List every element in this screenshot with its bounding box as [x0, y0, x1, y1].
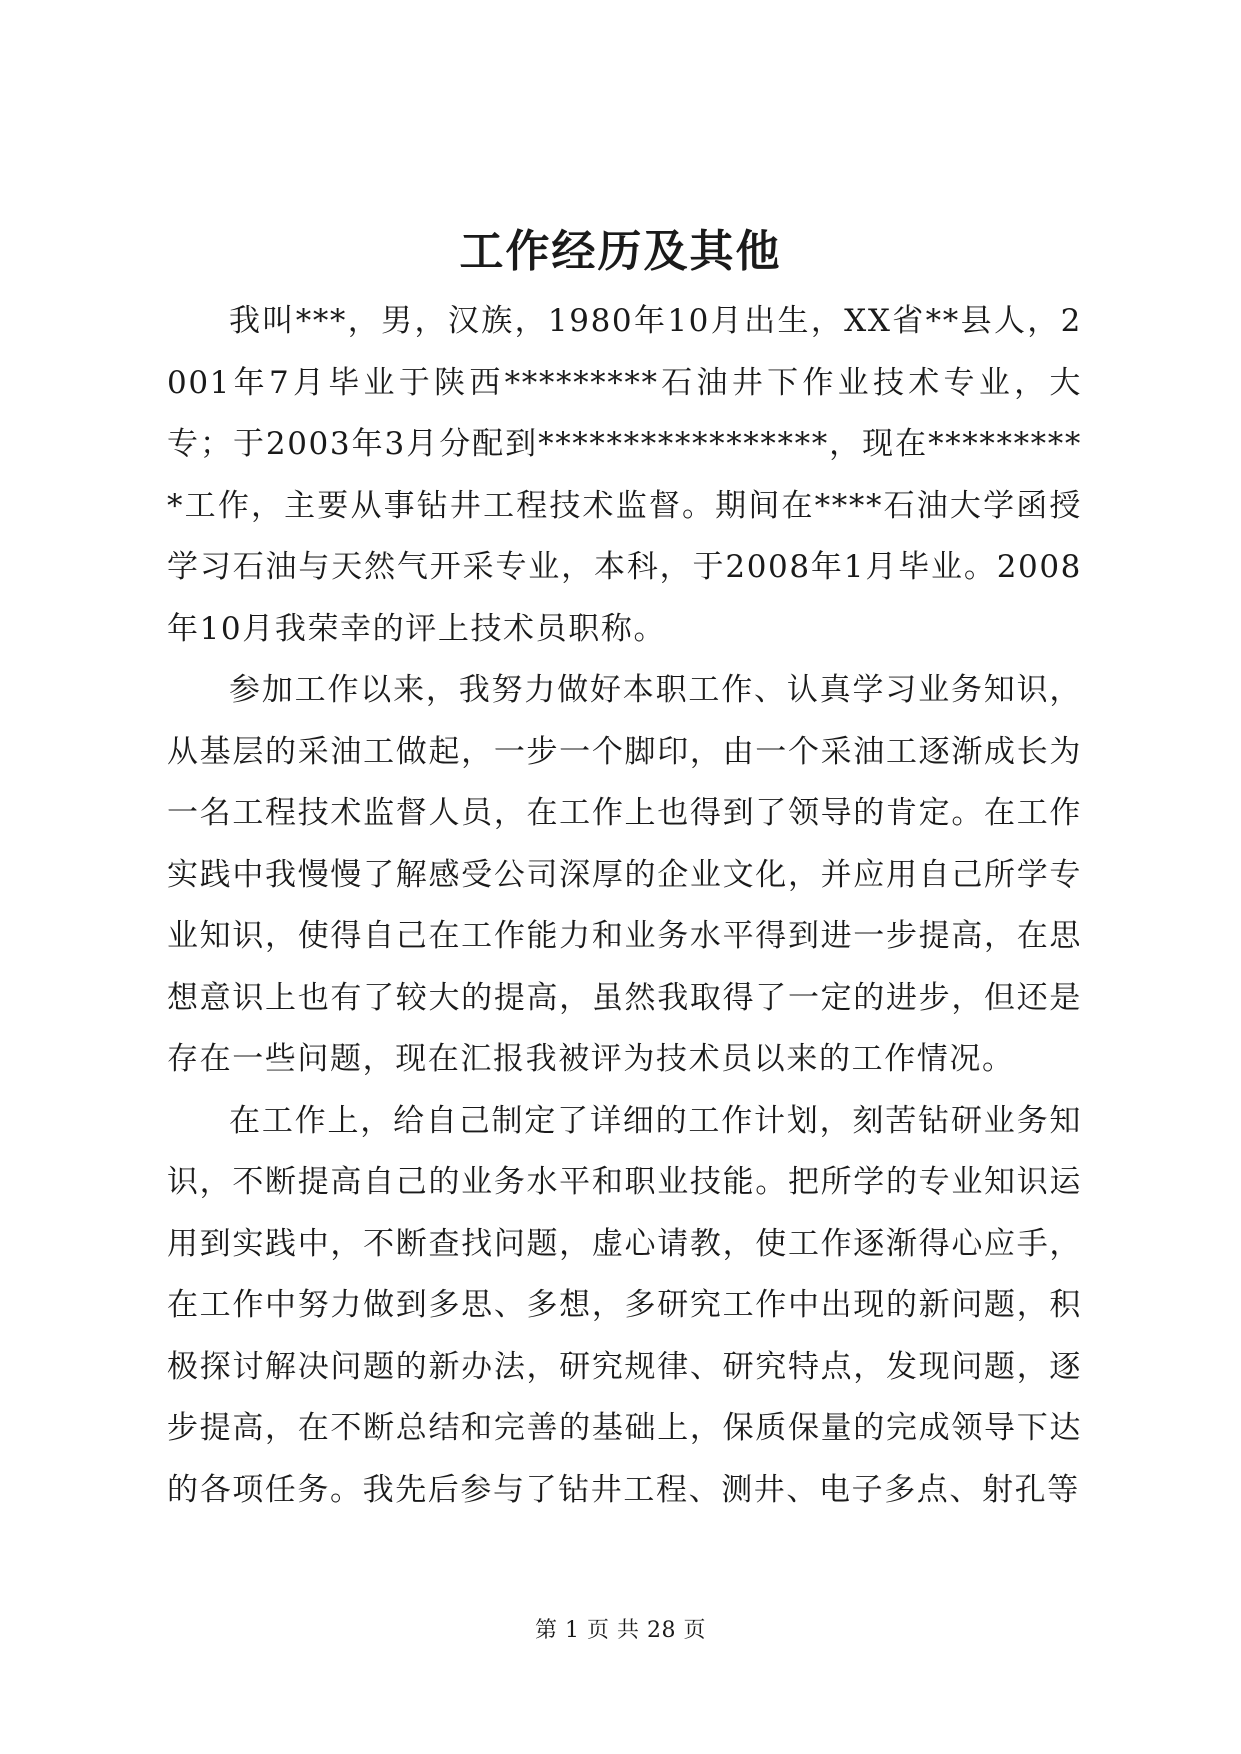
paragraph-personal-info: 我叫***，男，汉族，1980年10月出生，XX省**县人，2001年7月毕业于陕西*********石油井下作业技术专业，大专；于2003年3月分配到*****************，现在**********工作，主要从事钻井工程技术监督。期间在****石油大学函授学习石油与天然气开采专业，本科，于2008年1月毕业。2008年10月我荣幸的评上技术员职称。: [167, 303, 1082, 647]
paragraph-work-summary: 参加工作以来，我努力做好本职工作、认真学习业务知识，从基层的采油工做起，一步一个脚印，由一个采油工逐渐成长为一名工程技术监督人员，在工作上也得到了领导的肯定。在工作实践中我慢慢了解感受公司深厚的企业文化，并应用自己所学专业知识，使得自己在工作能力和业务水平得到进一步提高，在思想意识上也有了较大的提高，虽然我取得了一定的进步，但还是存在一些问题，现在汇报我被评为技术员以来的工作情况。: [167, 672, 1082, 1077]
document-title: 工作经历及其他: [459, 226, 782, 277]
paragraph-work-details: 在工作上，给自己制定了详细的工作计划，刻苦钻研业务知识，不断提高自己的业务水平和职业技能。把所学的专业知识运用到实践中，不断查找问题，虚心请教，使工作逐渐得心应手，在工作中努力做到多思、多想，多研究工作中出现的新问题，积极探讨解决问题的新办法，研究规律、研究特点，发现问题，逐步提高，在不断总结和完善的基础上，保质保量的完成领导下达的各项任务。我先后参与了钻井工程、测井、电子多点、射孔等: [167, 1102, 1082, 1508]
page-number-footer: 第 1 页 共 28 页: [535, 1618, 706, 1643]
document-body: [167, 291, 1082, 1521]
